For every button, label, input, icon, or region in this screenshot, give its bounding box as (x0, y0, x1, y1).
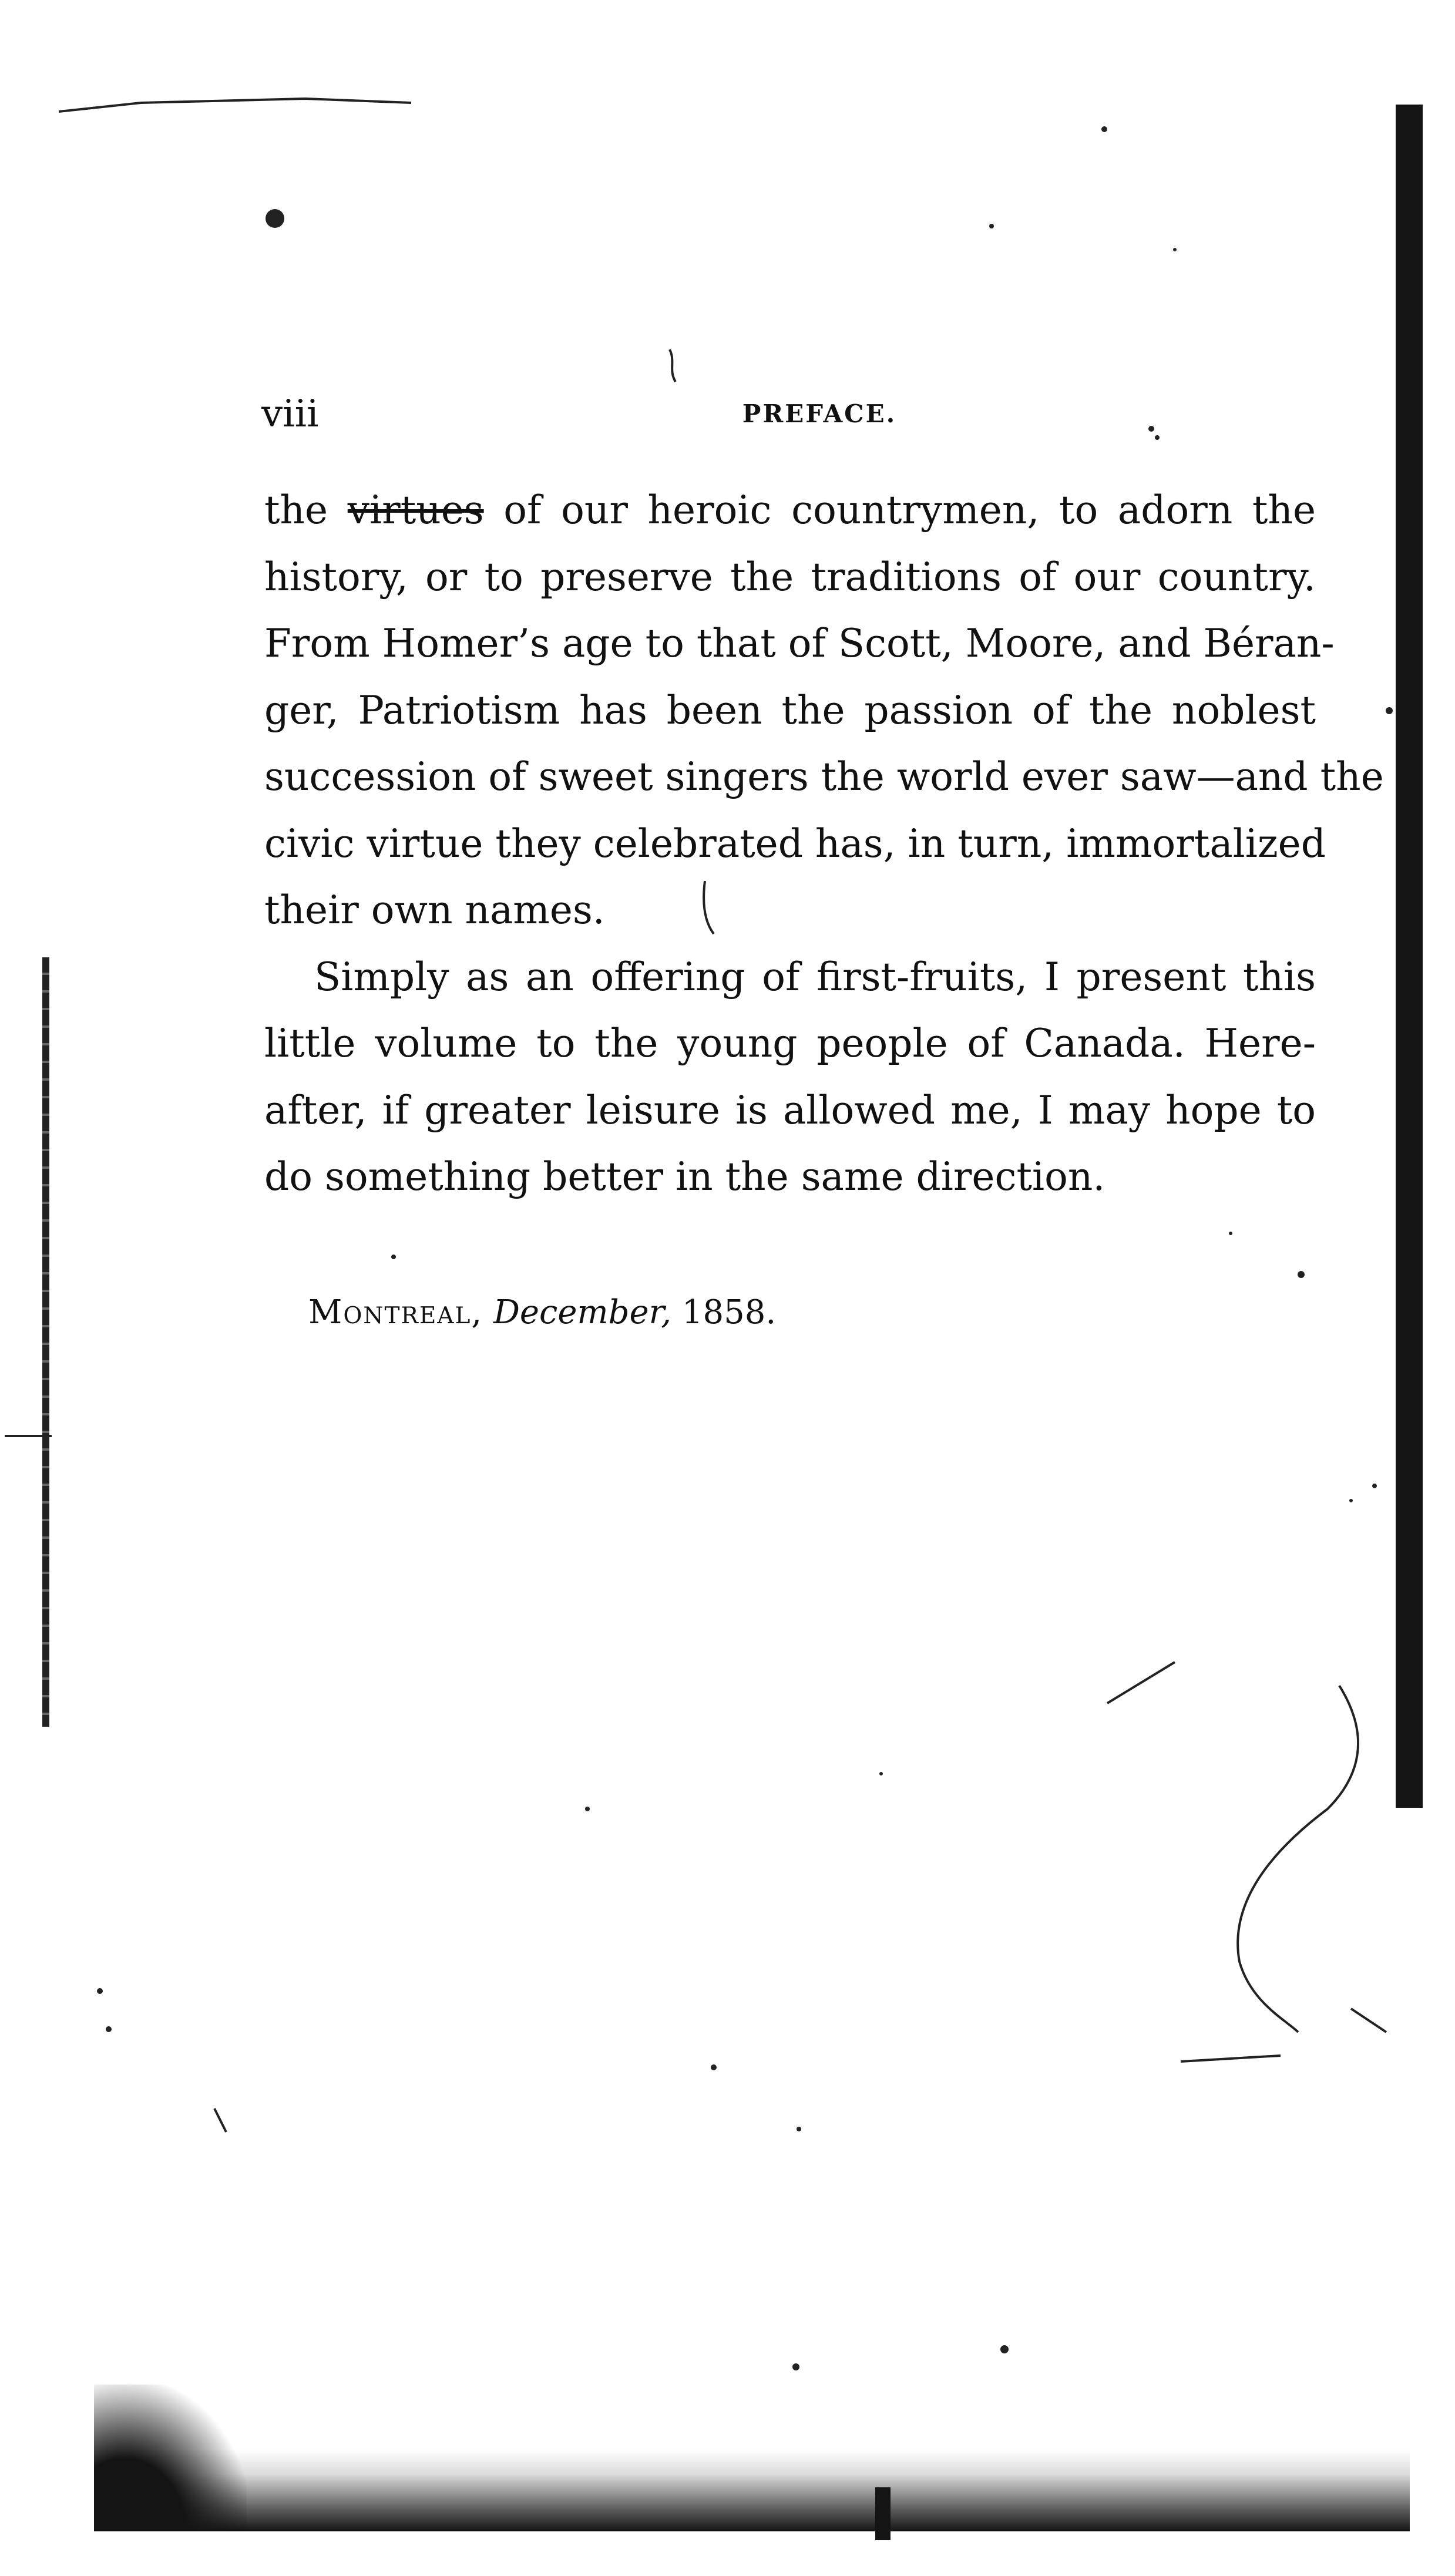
text-line: little volume to the young people of Canada. Here- (264, 1021, 1316, 1066)
signature-line (308, 1289, 776, 1336)
text-line: after, if greater leisure is allowed me, I may hope to (264, 1087, 1316, 1133)
paragraph (264, 477, 1384, 944)
text-line: history, or to preserve the traditions of our country. (264, 554, 1316, 600)
text-line: do something better in the same direction. (264, 1154, 1105, 1199)
text-line: their own names. (264, 887, 605, 933)
text-line: From Homer’s age to that of Scott, Moore, and Béran- (264, 621, 1335, 666)
running-header (261, 388, 1319, 440)
text-line: ger, Patriotism has been the passion of the noblest (264, 687, 1316, 733)
struck-word: virtues (347, 487, 484, 533)
paragraph (264, 944, 1316, 1210)
preface-body (264, 477, 1384, 1210)
text-line: the virtues of our heroic countrymen, to adorn the (264, 487, 1316, 533)
signature-year: 1858. (681, 1293, 777, 1331)
text-line: succession of sweet singers the world ever saw—and the (264, 754, 1384, 799)
signature-place: Montreal, (308, 1293, 483, 1331)
text-line: civic virtue they celebrated has, in turn, immortalized (264, 820, 1326, 866)
page-number: viii (261, 392, 319, 436)
running-title: PREFACE. (742, 399, 897, 428)
text-line: Simply as an offering of first-fruits, I present this (314, 954, 1316, 1000)
signature-date: December, (493, 1293, 672, 1331)
